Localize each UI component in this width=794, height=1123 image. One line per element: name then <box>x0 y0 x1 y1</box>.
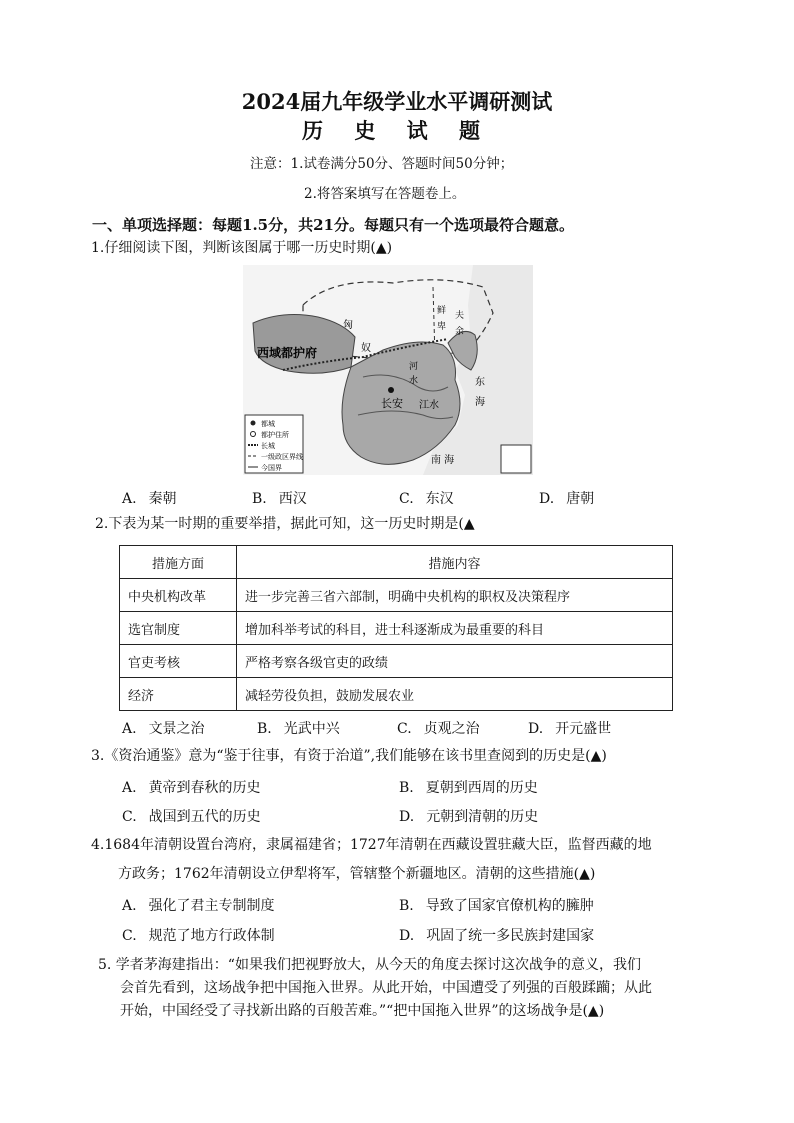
q4-option-c: C. 规范了地方行政体制 <box>122 928 275 944</box>
map-label-changan: 长安 <box>381 397 403 410</box>
table-header-row <box>120 546 673 579</box>
table-header: 措施方面 <box>120 546 237 579</box>
map-label-fuyu-b: 余 <box>455 327 465 337</box>
map-label-shui: 水 <box>409 376 419 386</box>
map-label-xianbei-a: 鲜 <box>437 306 447 316</box>
exam-note-1: 注意：1.试卷满分50分、答题时间50分钟； <box>250 156 514 172</box>
historical-map <box>243 265 533 475</box>
section-heading: 一、单项选择题：每题1.5分，共21分。每题只有一个选项最符合题意。 <box>92 216 574 234</box>
measures-table <box>119 545 673 711</box>
map-label-xiyu: 西域都护府 <box>257 346 318 360</box>
table-cell: 增加科举考试的科目，进士科逐渐成为最重要的科目 <box>237 612 673 645</box>
table-cell: 选官制度 <box>120 612 237 645</box>
table-cell: 中央机构改革 <box>120 579 237 612</box>
table-row <box>120 579 673 612</box>
q1-option-b: B. 西汉 <box>252 491 307 507</box>
table-cell: 官吏考核 <box>120 645 237 678</box>
table-cell: 进一步完善三省六部制，明确中央机构的职权及决策程序 <box>237 579 673 612</box>
map-label-xiongnu-b: 奴 <box>361 343 371 354</box>
q3-option-c: C. 战国到五代的历史 <box>122 809 261 825</box>
question-3-stem: 3.《资治通鉴》意为“鉴于往事，有资于治道”,我们能够在该书里查阅到的历史是(▲) <box>91 748 607 764</box>
question-4-stem-line-2: 方政务；1762年清朝设立伊犁将军，管辖整个新疆地区。清朝的这些措施(▲) <box>118 866 596 882</box>
q3-option-d: D. 元朝到清朝的历史 <box>399 809 539 825</box>
table-cell: 经济 <box>120 678 237 711</box>
map-label-jiangshui: 江水 <box>419 400 439 411</box>
legend-border: 今国界 <box>261 464 282 472</box>
q2-option-c: C. 贞观之治 <box>397 721 480 737</box>
map-label-he: 河 <box>409 362 419 372</box>
q3-option-b: B. 夏朝到西周的历史 <box>399 780 538 796</box>
map-label-fuyu-a: 夫 <box>455 311 465 321</box>
exam-note-2: 2.将答案填写在答题卷上。 <box>304 186 466 202</box>
q2-option-a: A. 文景之治 <box>122 721 205 737</box>
q2-option-b: B. 光武中兴 <box>257 721 340 737</box>
table-row <box>120 645 673 678</box>
q4-option-a: A. 强化了君主专制制度 <box>122 898 275 914</box>
table-row <box>120 678 673 711</box>
exam-subject: 历 史 试 题 <box>302 118 492 143</box>
question-2-stem: 2.下表为某一时期的重要举措，据此可知，这一历史时期是(▲ <box>95 516 475 532</box>
legend-capital: 都城 <box>261 420 275 428</box>
map-label-xiongnu-a: 匈 <box>343 320 353 331</box>
table-cell: 严格考察各级官吏的政绩 <box>237 645 673 678</box>
q2-option-d: D. 开元盛世 <box>528 721 612 737</box>
map-label-xianbei-b: 卑 <box>437 322 447 332</box>
q1-option-d: D. 唐朝 <box>539 491 595 507</box>
exam-title: 2024届九年级学业水平调研测试 <box>241 89 553 114</box>
legend-boundary: 一级政区界线 <box>261 453 303 461</box>
table-cell: 减轻劳役负担，鼓励发展农业 <box>237 678 673 711</box>
table-row <box>120 612 673 645</box>
q1-option-a: A. 秦朝 <box>122 491 177 507</box>
legend-wall: 长城 <box>261 442 275 450</box>
question-5-line-3: 开始，中国经受了寻找新出路的百般苦难。”“把中国拖入世界”的这场战争是(▲) <box>120 1003 605 1019</box>
question-5-line-1: 5. 学者茅海建指出：“如果我们把视野放大，从今天的角度去探讨这次战争的意义，我们 <box>98 957 641 973</box>
map-label-donghai-b: 海 <box>475 397 485 408</box>
legend-protectorate: 都护住所 <box>261 431 289 439</box>
table-header: 措施内容 <box>237 546 673 579</box>
q4-option-d: D. 巩固了统一多民族封建国家 <box>399 928 595 944</box>
question-5-line-2: 会首先看到，这场战争把中国拖入世界。从此开始，中国遭受了列强的百般蹂躏；从此 <box>120 980 652 996</box>
question-4-stem-line-1: 4.1684年清朝设置台湾府，隶属福建省；1727年清朝在西藏设置驻藏大臣，监督西藏的地 <box>91 837 652 853</box>
map-label-nanhai: 南 海 <box>431 455 455 466</box>
q4-option-b: B. 导致了国家官僚机构的臃肿 <box>399 898 594 914</box>
question-1-stem: 1.仔细阅读下图，判断该图属于哪一历史时期(▲) <box>91 240 393 256</box>
q3-option-a: A. 黄帝到春秋的历史 <box>122 780 261 796</box>
q1-option-c: C. 东汉 <box>399 491 454 507</box>
map-label-donghai-a: 东 <box>475 377 485 388</box>
